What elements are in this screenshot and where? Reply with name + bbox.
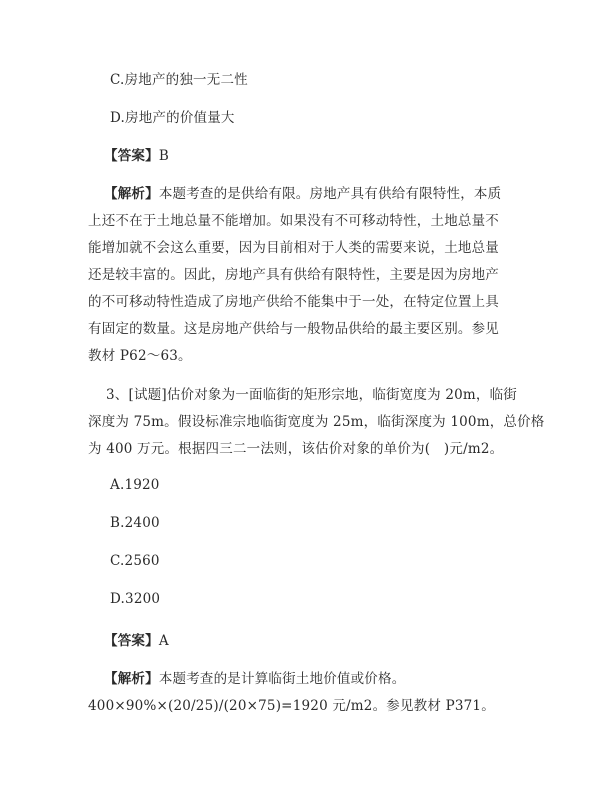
q2-option-c: C.房地产的独一无二性 bbox=[110, 72, 248, 88]
analysis-text: 本题考查的是计算临街土地价值或价格。 bbox=[158, 671, 406, 687]
answer-label: 【答案】 bbox=[104, 148, 159, 164]
q3-option-b: B.2400 bbox=[110, 515, 160, 531]
q2-analysis-line-3: 能增加就不会这么重要，因为目前相对于人类的需要来说，土地总量 bbox=[88, 240, 499, 256]
q3-answer bbox=[104, 629, 169, 649]
q3-option-c: C.2560 bbox=[110, 553, 160, 569]
analysis-label: 【解析】 bbox=[104, 186, 159, 202]
q3-option-d: D.3200 bbox=[110, 591, 161, 607]
q2-analysis-line-5: 的不可移动特性造成了房地产供给不能集中于一处，在特定位置上具 bbox=[88, 294, 499, 310]
q2-option-d: D.房地产的价值量大 bbox=[110, 110, 235, 126]
q2-answer bbox=[104, 144, 169, 164]
q2-analysis-line-2: 上还不在于土地总量不能增加。如果没有不可移动特性，土地总量不 bbox=[88, 213, 499, 229]
analysis-label: 【解析】 bbox=[104, 671, 159, 687]
q3-analysis-line-2: 400×90%×(20/25)/(20×75)=1920 元/m2。参见教材 P371。 bbox=[88, 698, 495, 714]
q2-analysis-line-4: 还是较丰富的。因此，房地产具有供给有限特性，主要是因为房地产 bbox=[88, 267, 499, 283]
q2-analysis-line-7: 教材 P62～63。 bbox=[88, 348, 192, 364]
q3-question-line-2: 深度为 75m。假设标准宗地临街宽度为 25m，临街深度为 100m，总价格 bbox=[88, 414, 545, 430]
q2-analysis-line-6: 有固定的数量。这是房地产供给与一般物品供给的最主要区别。参见 bbox=[88, 321, 499, 337]
q3-option-a: A.1920 bbox=[110, 477, 160, 493]
analysis-text: 本题考查的是供给有限。房地产具有供给有限特性，本质 bbox=[158, 186, 502, 202]
q3-question-line-1: 3、[试题]估价对象为一面临街的矩形宗地，临街宽度为 20m，临街 bbox=[106, 387, 517, 403]
q3-analysis-line-1 bbox=[104, 667, 405, 687]
answer-value: A bbox=[158, 633, 169, 649]
q2-analysis-line-1 bbox=[104, 182, 501, 202]
q3-question-line-3: 为 400 万元。根据四三二一法则，该估价对象的单价为( )元/m2。 bbox=[88, 441, 504, 457]
answer-label: 【答案】 bbox=[104, 633, 159, 649]
answer-value: B bbox=[158, 148, 169, 164]
